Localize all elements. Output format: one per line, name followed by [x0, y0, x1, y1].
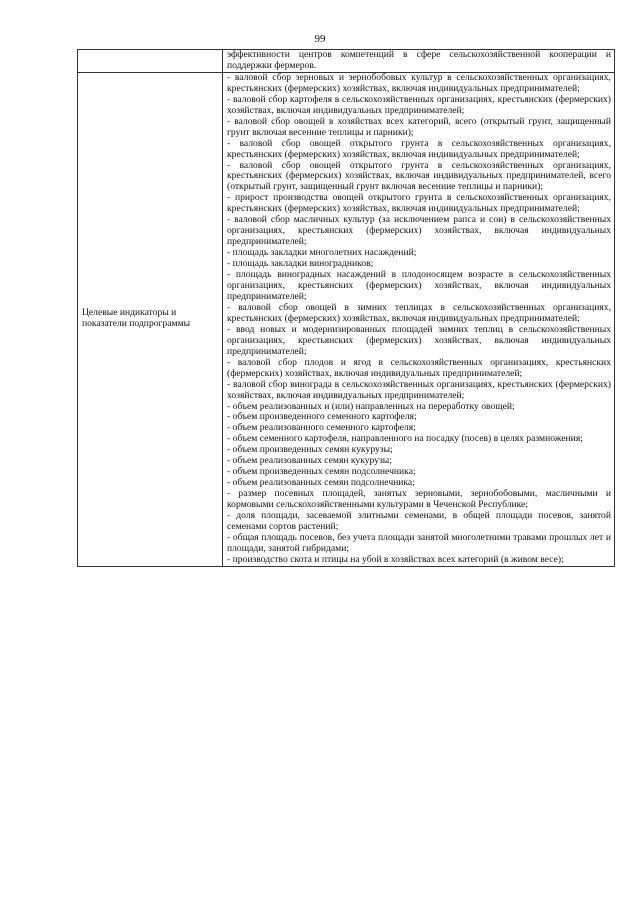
list-item: - доля площади, засеваемой элитными семенами, в общей площади посевов, занятой семенами сортов растений; [227, 510, 611, 532]
list-item: - ввод новых и модернизированных площадей зимних теплиц в сельскохозяйственных организациях, крестьянских (фермерских) хозяйствах, включая индивидуальных предпринимателей; [227, 323, 611, 357]
list-item: - валовой сбор картофеля в сельскохозяйственных организациях, крестьянских (фермерских) хозяйствах, включая индивидуальных предпринимателей; [227, 93, 611, 116]
list-item: - валовой сбор винограда в сельскохозяйственных организациях, крестьянских (фермерских) хозяйствах, включая индивидуальных предпринимателей; [227, 378, 611, 401]
passport-table [77, 49, 615, 567]
row-text-cell [223, 50, 615, 73]
list-item: - объем произведенных семян подсолнечника; [227, 466, 416, 478]
list-item: - объем реализованных и (или) направленных на переработку овощей; [227, 400, 515, 412]
list-item: - площадь виноградных насаждений в плодоносящем возрасте в сельскохозяйственных организациях, крестьянских (фермерских) хозяйствах, включая индивидуальных предпринимателей; [227, 269, 611, 302]
table-row [78, 50, 615, 73]
row-label-cell [78, 50, 223, 73]
list-item: - объем реализованных семян кукурузы; [227, 455, 392, 467]
list-item: - производство скота и птицы на убой в хозяйствах всех категорий (в живом весе); [227, 553, 564, 565]
row-text: эффективности центров компетенций в сфере сельскохозяйственной кооперации и поддержки фермеров. [227, 49, 611, 71]
table-row [78, 72, 615, 566]
indicators-label: Целевые индикаторы и показатели подпрограммы [78, 72, 223, 566]
list-item: - валовой сбор плодов и ягод в сельскохозяйственных организациях, крестьянских (фермерских) хозяйствах, включая индивидуальных предпринимателей; [227, 356, 611, 379]
list-item: - объем произведенных семян кукурузы; [227, 444, 393, 456]
list-item: - валовой сбор масличных культур (за исключением рапса и сои) в сельскохозяйственных организациях, крестьянских (фермерских) хозяйствах, включая индивидуальных предпринимателей; [227, 214, 611, 248]
indicators-list [223, 72, 615, 566]
list-item: - площадь закладки многолетних насаждений; [227, 247, 417, 259]
list-item: - валовой сбор овощей в зимних теплицах в сельскохозяйственных организациях, крестьянских (фермерских) хозяйствах, включая индивидуальных предпринимателей; [227, 301, 611, 324]
list-item: - валовой сбор овощей в хозяйствах всех категорий, всего (открытый грунт, защищенный грунт включая весенние теплицы и парники); [227, 115, 611, 138]
list-item: - объем реализованного семенного картофеля; [227, 422, 416, 434]
list-item: - валовой сбор овощей открытого грунта в сельскохозяйственных организациях, крестьянских (фермерских) хозяйствах, включая индивидуальных предпринимателей; [227, 137, 611, 160]
list-item: - объем реализованных семян подсолнечника; [227, 477, 415, 489]
list-item: - общая площадь посевов, без учета площади занятой многолетними травами прошлых лет и площади, занятой гибридами; [227, 531, 611, 554]
list-item: - прирост производства овощей открытого грунта в сельскохозяйственных организациях, крестьянских (фермерских) хозяйствах, включая индивидуальных предпринимателей; [227, 192, 611, 215]
list-item: - валовой сбор овощей открытого грунта в сельскохозяйственных организациях, крестьянских (фермерских) хозяйствах, включая индивидуальных предпринимателей, всего (открытый грунт, защищенный грунт включая весенние теплицы и парники); [227, 159, 611, 193]
list-item: - размер посевных площадей, занятых зерновыми, зернобобовыми, масличными и кормовыми сельскохозяйственными культурами в Чеченской Республике; [227, 488, 611, 511]
list-item: - площадь закладки виноградников; [227, 258, 374, 270]
list-item: - объем семенного картофеля, направленного на посадку (посев) в целях размножения; [227, 433, 583, 445]
list-item: - объем произведенного семенного картофеля; [227, 411, 417, 423]
list-item: - валовой сбор зерновых и зернобобовых культур в сельскохозяйственных организациях, крестьянских (фермерских) хозяйствах, включая индивидуальных предпринимателей; [227, 71, 611, 94]
page-number: 99 [314, 33, 326, 45]
